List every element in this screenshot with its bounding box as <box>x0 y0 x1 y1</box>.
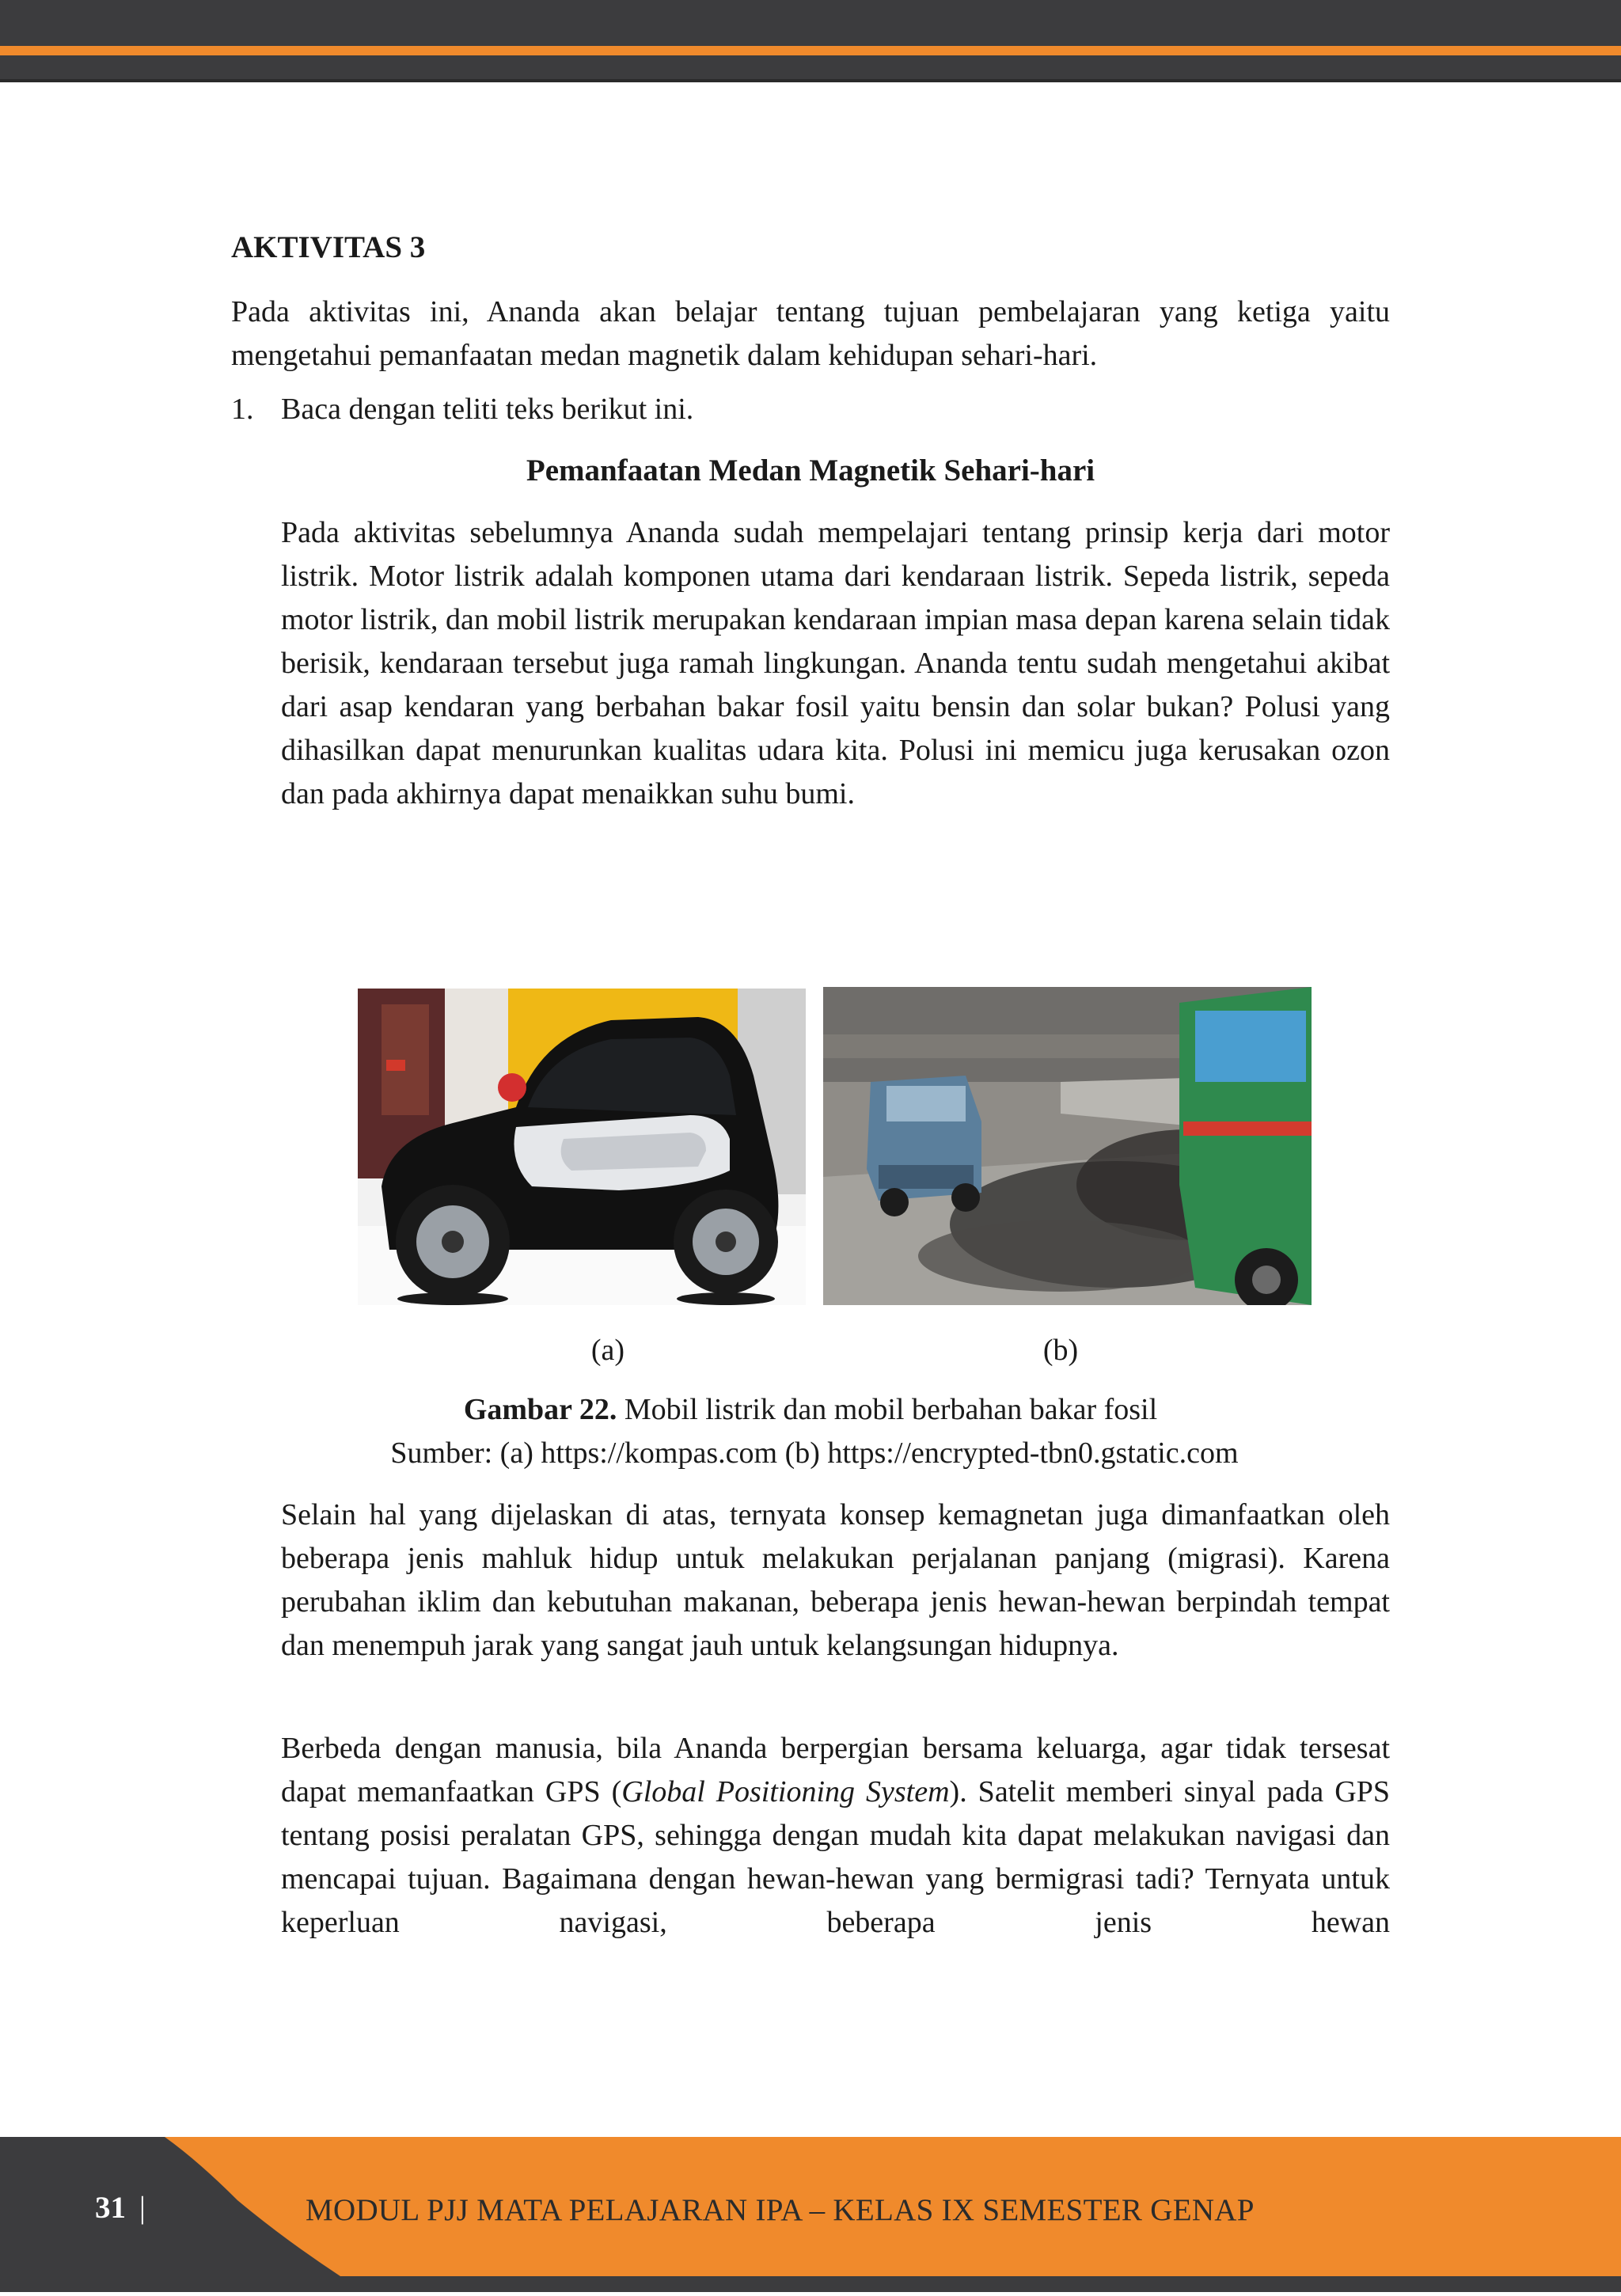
figure-caption-number: Gambar 22. <box>463 1393 617 1426</box>
header-divider <box>0 79 1621 82</box>
paragraph-3-end: ). Satelit memberi sinyal pada GPS tentang posisi peralatan GPS, sehingga dengan mudah kita dapat melakukan navigasi dan mencapai tujuan. Bagaimana dengan hewan-hewan yang bermigrasi tadi? Ternyata untuk keperluan navigasi, beberapa jenis hewan <box>281 1775 1390 1939</box>
reading-title: Pemanfaatan Medan Magnetik Sehari-hari <box>526 454 1095 488</box>
fossil-fuel-traffic-photo <box>823 987 1312 1305</box>
header-band <box>0 0 1621 82</box>
header-accent-stripe <box>0 46 1621 55</box>
figure-caption-text: Mobil listrik dan mobil berbahan bakar fosil <box>617 1393 1158 1426</box>
figure-caption <box>0 1392 1621 1427</box>
gps-term: Global Positioning System <box>621 1775 950 1808</box>
page-number: 31 <box>95 2191 126 2225</box>
figure-label-a: (a) <box>590 1334 625 1367</box>
section-heading: AKTIVITAS 3 <box>231 230 426 264</box>
section-intro: Pada aktivitas ini, Ananda akan belajar tentang tujuan pembelajaran yang ketiga yaitu mengetahui pemanfaatan medan magnetik dalam kehidupan sehari-hari. <box>231 295 1390 372</box>
paragraph-3-start: Berbeda dengan manusia, bila Ananda berpergian bersama keluarga, agar tidak tersesat dapat memanfaatkan GPS ( <box>281 1732 1390 1808</box>
page-number-separator: | <box>139 2191 146 2225</box>
step-text: Baca dengan teliti teks berikut ini. <box>281 393 694 426</box>
reading-paragraph-2: Selain hal yang dijelaskan di atas, ternyata konsep kemagnetan juga dimanfaatkan oleh beberapa jenis mahluk hidup untuk melakukan perjalanan panjang (migrasi). Karena perubahan iklim dan kebutuhan makanan, beberapa jenis hewan-hewan berpindah tempat dan menempuh jarak yang sangat jauh untuk kelangsungan hidupnya. <box>281 1498 1390 1662</box>
electric-car-photo <box>358 989 806 1305</box>
figure-source: Sumber: (a) https://kompas.com (b) https://encrypted-tbn0.gstatic.com <box>390 1436 1239 1470</box>
step-number: 1. <box>231 393 254 426</box>
reading-paragraph-3 <box>281 1727 1390 1945</box>
figure-label-b: (b) <box>1042 1334 1079 1367</box>
reading-paragraph-1: Pada aktivitas sebelumnya Ananda sudah mempelajari tentang prinsip kerja dari motor listrik. Motor listrik adalah komponen utama dari kendaraan listrik. Sepeda listrik, sepeda motor listrik, dan mobil listrik merupakan kendaraan impian masa depan karena selain tidak berisik, kendaraan tersebut juga ramah lingkungan. Ananda tentu sudah mengetahui akibat dari asap kendaran yang berbahan bakar fosil yaitu bensin dan solar bukan? Polusi yang dihasilkan dapat menurunkan kualitas udara kita. Polusi ini memicu juga kerusakan ozon dan pada akhirnya dapat menaikkan suhu bumi. <box>281 516 1390 810</box>
footer-title: MODUL PJJ MATA PELAJARAN IPA – KELAS IX SEMESTER GENAP <box>306 2193 1255 2227</box>
